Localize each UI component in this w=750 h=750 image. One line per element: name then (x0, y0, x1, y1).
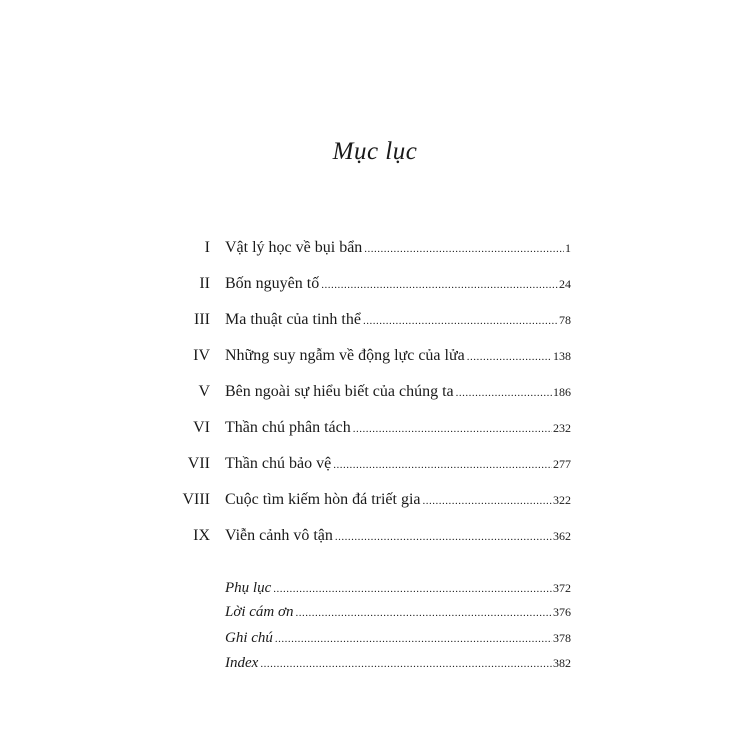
page-number: 232 (553, 421, 571, 435)
chapter-title: Bốn nguyên tố (225, 275, 320, 292)
toc-row-index (160, 651, 580, 677)
toc-row-chapter-4 (160, 344, 580, 370)
toc-entry (225, 236, 571, 261)
section-title: Ghi chú (225, 630, 273, 646)
dot-leader (364, 237, 564, 261)
toc-row-acknowledgements (160, 600, 580, 626)
chapter-number: II (199, 275, 210, 292)
dot-leader (335, 525, 552, 549)
chapter-number: VII (187, 455, 210, 472)
toc-row-chapter-3 (160, 308, 580, 334)
page-number: 362 (553, 529, 571, 543)
chapter-number: V (198, 383, 210, 400)
chapter-title: Vật lý học về bụi bẩn (225, 239, 363, 256)
chapter-title: Bên ngoài sự hiểu biết của chúng ta (225, 383, 454, 400)
toc-entry (225, 576, 571, 601)
toc-row-chapter-5 (160, 380, 580, 406)
toc-row-notes (160, 626, 580, 652)
toc-entry (225, 626, 571, 651)
section-title: Lời cám ơn (225, 604, 294, 620)
page-number: 322 (553, 493, 571, 507)
toc-row-chapter-7 (160, 452, 580, 478)
toc-entry (225, 272, 571, 297)
toc-entry (225, 600, 571, 625)
dot-leader (275, 627, 552, 651)
section-title: Phụ lục (225, 580, 272, 596)
dot-leader (260, 652, 552, 676)
page-number: 372 (553, 581, 571, 595)
dot-leader (353, 417, 552, 441)
chapter-title: Ma thuật của tinh thể (225, 311, 361, 328)
chapter-number: IV (193, 347, 210, 364)
chapter-title: Thần chú phân tách (225, 419, 351, 436)
toc-row-chapter-9 (160, 524, 580, 550)
dot-leader (333, 453, 552, 477)
page-number: 378 (553, 631, 571, 645)
dot-leader (273, 577, 552, 601)
dot-leader (456, 381, 552, 405)
page-number: 382 (553, 656, 571, 670)
toc-entry (225, 344, 571, 369)
page-number: 186 (553, 385, 571, 399)
toc-entry (225, 416, 571, 441)
toc-entry (225, 651, 571, 676)
page-number: 138 (553, 349, 571, 363)
toc-row-chapter-2 (160, 272, 580, 298)
page-number: 24 (559, 277, 571, 291)
toc-entry (225, 488, 571, 513)
dot-leader (296, 601, 552, 625)
toc-entry (225, 524, 571, 549)
page-number: 1 (565, 241, 571, 255)
toc-row-chapter-8 (160, 488, 580, 514)
dot-leader (321, 273, 558, 297)
page-title: Mục lục (332, 138, 418, 165)
page-number: 78 (559, 313, 571, 327)
section-title: Index (225, 655, 259, 671)
toc-entry (225, 452, 571, 477)
page-number: 277 (553, 457, 571, 471)
chapter-title: Viễn cảnh vô tận (225, 527, 333, 544)
chapter-number: VI (193, 419, 210, 436)
dot-leader (467, 345, 552, 369)
toc-entry (225, 380, 571, 405)
chapter-number: VIII (182, 491, 210, 508)
toc-row-appendix (160, 576, 580, 602)
dot-leader (423, 489, 552, 513)
chapter-title: Thần chú bảo vệ (225, 455, 332, 472)
page-number: 376 (553, 605, 571, 619)
chapter-number: I (204, 239, 210, 256)
chapter-title: Những suy ngẫm về động lực của lửa (225, 347, 465, 364)
dot-leader (363, 309, 558, 333)
chapter-title: Cuộc tìm kiếm hòn đá triết gia (225, 491, 421, 508)
chapter-number: III (194, 311, 210, 328)
chapter-number: IX (193, 527, 210, 544)
toc-row-chapter-6 (160, 416, 580, 442)
toc-entry (225, 308, 571, 333)
toc-row-chapter-1 (160, 236, 580, 262)
